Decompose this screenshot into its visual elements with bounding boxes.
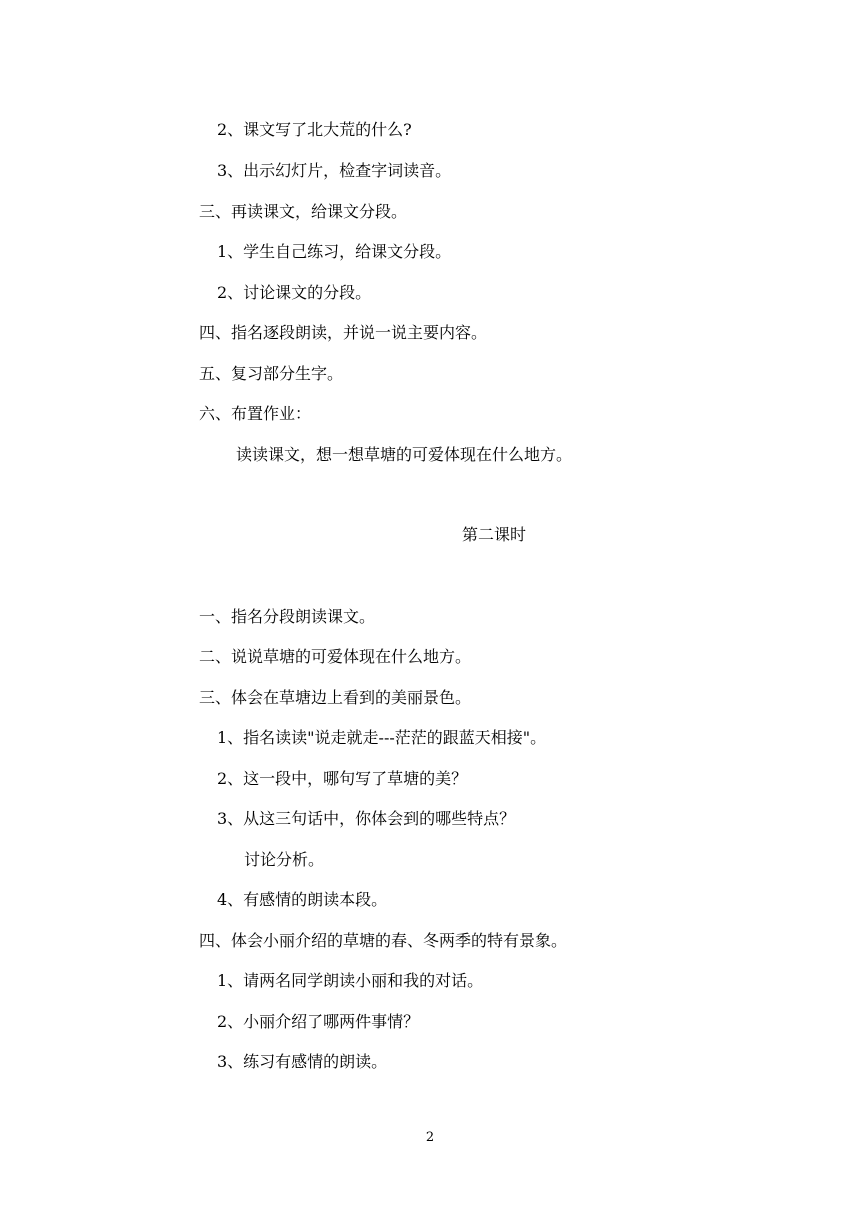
text-line: 2、讨论课文的分段。 (217, 283, 372, 302)
text-line: 2、小丽介绍了哪两件事情？ (217, 1012, 420, 1031)
text-line: 一、指名分段朗读课文。 (199, 607, 376, 626)
text-line: 四、指名逐段朗读，并说一说主要内容。 (199, 323, 488, 342)
page-number: 2 (425, 1130, 435, 1145)
text-line: 1、指名读读"说走就走---茫茫的跟蓝天相接"。 (217, 728, 547, 747)
section-title: 第二课时 (461, 525, 526, 544)
text-line: 3、练习有感情的朗读。 (217, 1052, 388, 1071)
text-line: 三、体会在草塘边上看到的美丽景色。 (199, 688, 472, 707)
text-line: 1、请两名同学朗读小丽和我的对话。 (217, 971, 484, 990)
text-line: 4、有感情的朗读本段。 (217, 890, 388, 909)
text-line: 1、学生自己练习，给课文分段。 (217, 242, 452, 261)
text-line: 四、体会小丽介绍的草塘的春、冬两季的特有景象。 (199, 931, 568, 950)
text-line: 2、课文写了北大荒的什么? (217, 120, 412, 139)
text-line: 二、说说草塘的可爱体现在什么地方。 (199, 647, 472, 666)
text-line: 六、布置作业： (199, 404, 312, 423)
text-line: 2、这一段中，哪句写了草塘的美？ (217, 769, 468, 788)
text-line: 3、从这三句话中，你体会到的哪些特点？ (217, 809, 516, 828)
text-line: 读读课文，想一想草塘的可爱体现在什么地方。 (236, 445, 573, 464)
text-line: 五、复习部分生字。 (199, 364, 344, 383)
text-line: 3、出示幻灯片，检查字词读音。 (217, 161, 452, 180)
text-line: 三、再读课文，给课文分段。 (199, 202, 408, 221)
text-line: 讨论分析。 (244, 850, 325, 869)
